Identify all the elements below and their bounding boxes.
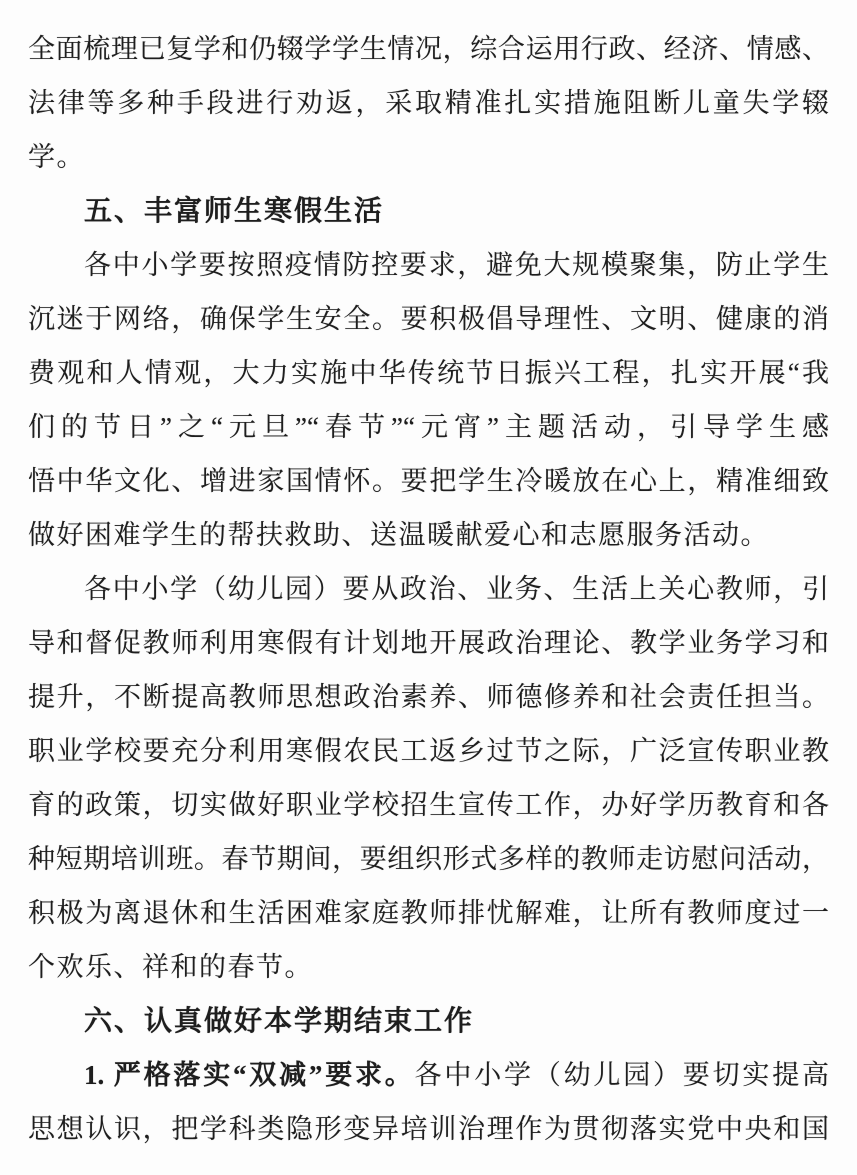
text-segment: 思想认识，把学科类隐形变异培训治理作为贯彻落实党中央和国 (28, 1114, 829, 1144)
text-line (28, 508, 829, 562)
emphasized-text-segment: 五、丰富师生寒假生活 (84, 195, 385, 226)
text-line (28, 1102, 829, 1156)
text-line (28, 76, 829, 130)
text-line (28, 724, 829, 778)
emphasized-text-segment: 六、认真做好本学期结束工作 (84, 1005, 475, 1036)
section-heading (28, 184, 829, 238)
text-segment: 各中小学（幼儿园）要从政治、业务、生活上关心教师，引 (84, 574, 829, 604)
text-segment: 积极为离退休和生活困难家庭教师排忧解难，让所有教师度过一 (28, 898, 829, 928)
text-line (28, 670, 829, 724)
text-line (28, 238, 829, 292)
text-segment: 育的政策，切实做好职业学校招生宣传工作，办好学历教育和各 (28, 790, 829, 820)
text-line (28, 454, 829, 508)
text-segment: 沉迷于网络，确保学生安全。要积极倡导理性、文明、健康的消 (28, 304, 829, 334)
emphasized-text-segment: 1. 严格落实“双减”要求。 (84, 1060, 415, 1090)
text-segment: 法律等多种手段进行劝返，采取精准扎实措施阻断儿童失学辍 (28, 88, 829, 118)
text-segment: 费观和人情观，大力实施中华传统节日振兴工程，扎实开展“我 (28, 358, 829, 388)
text-line (28, 130, 829, 184)
text-segment: 各中小学（幼儿园）要切实提高 (414, 1060, 830, 1090)
text-segment: 全面梳理已复学和仍辍学学生情况，综合运用行政、经济、情感、 (28, 34, 829, 64)
text-segment: 做好困难学生的帮扶救助、送温暖献爱心和志愿服务活动。 (28, 520, 769, 550)
text-segment: 职业学校要充分利用寒假农民工返乡过节之际，广泛宣传职业教 (28, 736, 829, 766)
text-segment: 个欢乐、祥和的春节。 (28, 952, 313, 982)
text-segment: 提升，不断提高教师思想政治素养、师德修养和社会责任担当。 (28, 682, 829, 712)
text-line (28, 616, 829, 670)
text-segment: 种短期培训班。春节期间，要组织形式多样的教师走访慰问活动， (28, 844, 829, 874)
text-segment: 各中小学要按照疫情防控要求，避免大规模聚集，防止学生 (84, 250, 829, 280)
text-line (28, 292, 829, 346)
text-line (28, 562, 829, 616)
text-line (28, 940, 829, 994)
text-line (28, 22, 829, 76)
section-heading (28, 994, 829, 1048)
text-segment: 们的节日”之“元旦”“春节”“元宵”主题活动，引导学生感 (28, 412, 829, 442)
text-line (28, 832, 829, 886)
text-line (28, 886, 829, 940)
text-line (28, 400, 829, 454)
text-segment: 学。 (28, 142, 85, 172)
text-segment: 悟中华文化、增进家国情怀。要把学生冷暖放在心上，精准细致 (28, 466, 829, 496)
text-line (28, 1048, 829, 1102)
text-segment: 导和督促教师利用寒假有计划地开展政治理论、教学业务学习和 (28, 628, 829, 658)
document-body (28, 22, 829, 1156)
text-line (28, 346, 829, 400)
text-line (28, 778, 829, 832)
